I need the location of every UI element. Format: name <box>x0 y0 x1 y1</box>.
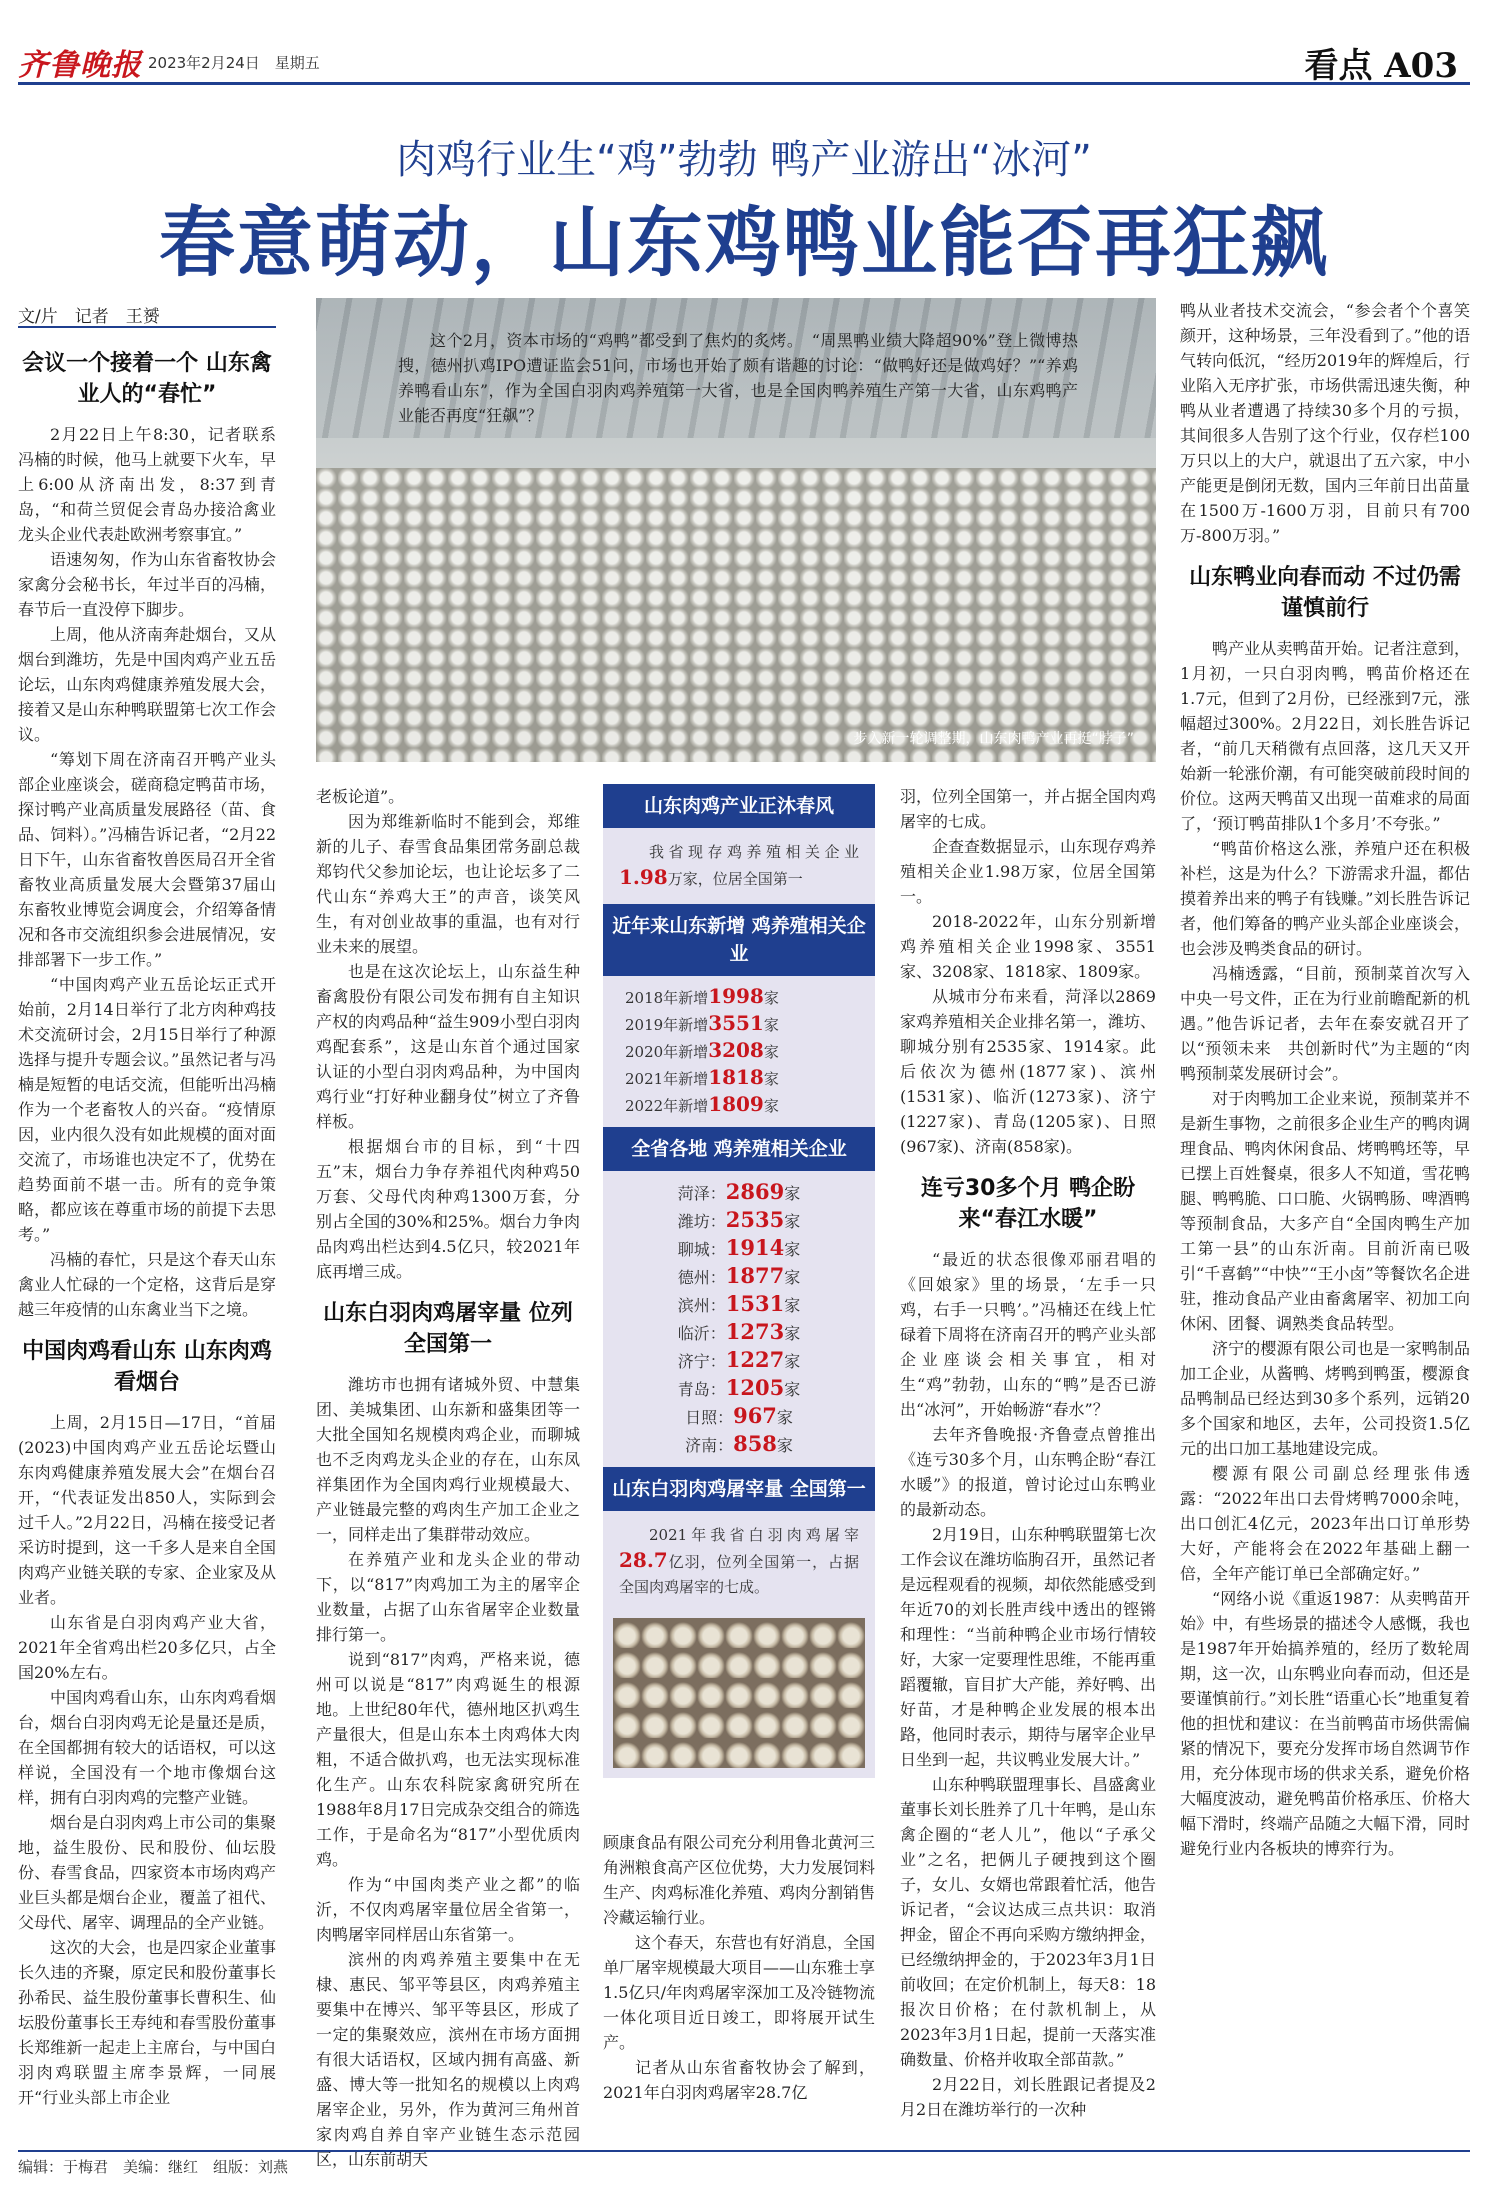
paragraph: 说到“817”肉鸡，严格来说，德州可以说是“817”肉鸡诞生的根源地。上世纪80年代，德州地区扒鸡生产量很大，但是山东本土肉鸡体大肉粗，不适合做扒鸡，也无法实现标准化生产。山东农科院家禽研究所在1988年8月17日完成杂交组合的筛选工作，于是命名为“817”小型优质肉鸡。 <box>316 1650 580 1869</box>
city-stat-row: 日照：967家 <box>685 1403 793 1428</box>
column-1 <box>18 334 276 2110</box>
paragraph: 也是在这次论坛上，山东益生种畜禽股份有限公司发布拥有自主知识产权的肉鸡品种“益生909小型白羽肉鸡配套系”，这是山东首个通过国家认证的小型白羽肉鸡品种，为中国肉鸡行业“打好种业翻身仗”树立了齐鲁样板。 <box>316 962 580 1131</box>
paragraph: 对于肉鸭加工企业来说，预制菜并不是新生事物，之前很多企业生产的鸭肉调理食品、鸭肉休闲食品、烤鸭鸭坯等，早已摆上百姓餐桌，很多人不知道，雪花鸭腿、鸭鸭脆、口口脆、火锅鸭肠、啤酒鸭等预制食品，大多产自“全国肉鸭生产加工第一县”的山东沂南。目前沂南已吸引“千喜鹤”“中快”“王小卤”等餐饮名企进驻，推动食品产业由畜禽屠宰、初加工向休闲、团餐、调熟类食品转型。 <box>1180 1089 1470 1333</box>
sidebar-heading: 山东肉鸡产业正沐春风 <box>603 784 875 828</box>
paragraph: 2月22日，刘长胜跟记者提及2月2日在潍坊举行的一次种 <box>900 2075 1156 2119</box>
paragraph: 语速匆匆，作为山东省畜牧协会家禽分会秘书长，年过半百的冯楠，春节后一直没停下脚步。 <box>18 550 276 619</box>
stat-number: 3551 <box>708 1011 764 1035</box>
sidebar-heading: 全省各地 鸡养殖相关企业 <box>603 1127 875 1171</box>
section-heading: 山东鸭业向春而动 不过仍需谨慎前行 <box>1189 565 1461 621</box>
city-stat-row: 滨州：1531家 <box>677 1291 801 1316</box>
paragraph: “筹划下周在济南召开鸭产业头部企业座谈会，磋商稳定鸭苗市场，探讨鸭产业高质量发展路径（苗、食品、饲料）。”冯楠告诉记者，“2月22日下午，山东省畜牧兽医局召开全省畜牧业高质量发展大会暨第37届山东畜牧业博览会调度会，介绍筹备情况和各市交流组织参会进展情况，安排部署下一步工作。” <box>18 750 276 969</box>
paragraph: 根据烟台市的目标，到“十四五”末，烟台力争存养祖代肉种鸡50万套、父母代肉种鸡1300万套，分别占全国的30%和25%。烟台力争肉品肉鸡出栏达到4.5亿只，较2021年底再增三成。 <box>316 1137 580 1281</box>
paragraph: 2月22日上午8:30，记者联系冯楠的时候，他马上就要下火车，早上6:00从济南出发，8:37到青岛，“和荷兰贸促会青岛办接洽禽业龙头企业代表赴欧洲考察事宜。” <box>18 425 276 544</box>
section-heading: 会议一个接着一个 山东禽业人的“春忙” <box>22 351 272 407</box>
year-stat-row: 2020年新增3208家 <box>625 1038 779 1062</box>
column-2 <box>316 784 580 2172</box>
paragraph: 从城市分布来看，菏泽以2869家鸡养殖相关企业排名第一，潍坊、聊城分别有2535家、1914家。此后依次为德州(1877家)、滨州(1531家)、临沂(1273家)、济宁(1227家)、青岛(1205家)、日照(967家)、济南(858家)。 <box>900 987 1157 1156</box>
year-stat-row: 2021年新增1818家 <box>625 1065 779 1089</box>
city-stat-row: 潍坊：2535家 <box>677 1207 801 1232</box>
article-intro: 这个2月，资本市场的“鸡鸭”都受到了焦灼的炙烤。 “周黑鸭业绩大降超90%”登上微博热搜，德州扒鸡IPO遭证监会51问，市场也开始了颇有谐趣的讨论：“做鸭好还是做鸡好？”“养鸡养鸭看山东”，作为全国白羽肉鸡养殖第一大省，也是全国肉鸭养殖生产第一大省，山东鸡鸭产业能否再度“狂飙”？ <box>398 331 1078 425</box>
duck-flock <box>316 468 1156 762</box>
paragraph: 2018-2022年，山东分别新增鸡养殖相关企业1998家、3551家、3208家、1818家、1809家。 <box>900 912 1156 981</box>
stat-number: 3208 <box>708 1038 764 1062</box>
city-companies <box>603 1171 875 1467</box>
stats-sidebar <box>603 784 875 1778</box>
stat-number: 2869 <box>725 1179 785 1204</box>
paragraph: 滨州的肉鸡养殖主要集中在无棣、惠民、邹平等县区，肉鸡养殖主要集中在博兴、邹平等县区，形成了一定的集聚效应，滨州在市场方面拥有很大话语权，区域内拥有高盛、新盛、博大等一批知名的规模以上肉鸡屠宰企业，另外，作为黄河三角州首家肉鸡自养自宰产业链生态示范园区，山东前胡天 <box>316 1950 580 2169</box>
yearly-new-companies <box>603 976 875 1127</box>
paragraph: 中国肉鸡看山东，山东肉鸡看烟台，烟台白羽肉鸡无论是量还是质，在全国都拥有较大的话语权，可以这样说，全国没有一个地市像烟台这样，拥有白羽肉鸡的完整产业链。 <box>18 1688 276 1807</box>
paragraph: 老板论道”。 <box>316 787 405 806</box>
paragraph: 山东省是白羽肉鸡产业大省，2021年全省鸡出栏20多亿只，占全国20%左右。 <box>18 1613 276 1682</box>
stat-number: 1914 <box>725 1235 785 1260</box>
column-3-bottom <box>603 1830 875 2105</box>
section-heading: 山东白羽肉鸡屠宰量 位列全国第一 <box>323 1301 573 1357</box>
issue-date: 2023年2月24日 星期五 <box>148 54 320 72</box>
stat-number: 1531 <box>725 1291 785 1316</box>
byline: 文/片 记者 王赟 <box>18 307 160 327</box>
paragraph: 因为郑维新临时不能到会，郑维新的儿子、春雪食品集团常务副总裁郑钧代父参加论坛，也让论坛多了二代山东“养鸡大王”的声音，谈笑风生，有对创业故事的重温，也有对行业未来的展望。 <box>316 812 580 956</box>
paragraph: 山东种鸭联盟理事长、昌盛禽业董事长刘长胜养了几十年鸭，是山东禽企圈的“老人儿”，他以“子承父业”之名，把俩儿子硬拽到这个圈子，女儿、女婿也常跟着忙活，他告诉记者，“会议达成三点共识：取消押金，留企不再向采购方缴纳押金，已经缴纳押金的，于2023年3月1日前收回；在定价机制上，每天8：18报次日价格；在付款机制上，从2023年3月1日起，提前一天落实准确数量、价格并收取全部苗款。” <box>900 1775 1157 2069</box>
duck-farm-photo <box>316 298 1156 762</box>
stat-number: 1205 <box>725 1375 785 1400</box>
city-stat-row: 济宁：1227家 <box>677 1347 801 1372</box>
paragraph: 冯楠透露，“目前，预制菜首次写入中央一号文件，正在为行业前瞻配新的机遇。”他告诉记者，去年在泰安就召开了以“预领未来 共创新时代”为主题的“肉鸭预制菜发展研讨会”。 <box>1180 964 1470 1083</box>
paragraph: “网络小说《重返1987：从卖鸭苗开始》中，有些场景的描述令人感慨，我也是1987年开始搞养殖的，经历了数轮周期，这一次，山东鸭业向春而动，但还是要谨慎前行。”刘长胜“语重心长”地重复着他的担忧和建议：在当前鸭苗市场供需偏紧的情况下，要充分发挥市场自然调节作用，充分体现市场的供求关系，避免价格大幅度波动，避免鸭苗价格承压、价格大幅下滑时，终端产品随之大幅下滑，同时避免行业内各板块的博弈行为。 <box>1180 1589 1470 1858</box>
stat-number: 1998 <box>708 984 764 1008</box>
paragraph: 樱源有限公司副总经理张伟透露：“2022年出口去骨烤鸭7000余吨，出口创汇4亿元，2023年出口订单形势大好，产能将会在2022年基础上翻一倍，全年产能订单已全部确定好。” <box>1180 1464 1470 1583</box>
paragraph: 作为“中国肉类产业之都”的临沂，不仅肉鸡屠宰量位居全省第一，肉鸭屠宰同样居山东省第一。 <box>316 1875 580 1944</box>
section-heading: 连亏30多个月 鸭企盼来“春江水暖” <box>920 1176 1136 1232</box>
paragraph: 冯楠的春忙，只是这个春天山东禽业人忙碌的一个定格，这背后是穿越三年疫情的山东禽业当下之境。 <box>18 1250 276 1319</box>
paragraph: 在养殖产业和龙头企业的带动下，以“817”肉鸡加工为主的屠宰企业数量，占据了山东省屠宰企业数量排行第一。 <box>316 1550 580 1644</box>
article-subtitle: 肉鸡行业生“鸡”勃勃 鸭产业游出“冰河” <box>396 137 1092 183</box>
paragraph: 上周，他从济南奔赴烟台，又从烟台到潍坊，先是中国肉鸡产业五岳论坛，山东肉鸡健康养殖发展大会，接着又是山东种鸭联盟第七次工作会议。 <box>18 625 276 744</box>
paragraph: 去年齐鲁晚报·齐鲁壹点曾推出《连亏30多个月，山东鸭企盼“春江水暖”》的报道，曾讨论过山东鸭业的最新动态。 <box>900 1425 1156 1519</box>
paragraph: 烟台是白羽肉鸡上市公司的集聚地，益生股份、民和股份、仙坛股份、春雪食品，四家资本市场肉鸡产业巨头都是烟台企业，覆盖了祖代、父母代、屠宰、调理品的全产业链。 <box>18 1813 276 1932</box>
sidebar-text: 2021年我省白羽肉鸡屠宰28.7亿羽，位列全国第一，占据全国肉鸡屠宰的七成。 <box>619 1526 859 1596</box>
paragraph: 这次的大会，也是四家企业董事长久违的齐聚，原定民和股份董事长孙希民、益生股份董事长曹积生、仙坛股份董事长王寿纯和春雪股份董事长郑维新一起走上主席台，与中国白羽肉鸡联盟主席李景辉，一同展开“行业头部上市企业 <box>18 1938 276 2107</box>
paragraph: “最近的状态很像邓丽君唱的《回娘家》里的场景，‘左手一只鸡，右手一只鸭’。”冯楠还在线上忙碌着下周将在济南召开的鸭产业头部企业座谈会相关事宜，相对生“鸡”勃勃，山东的“鸭”是否已游出“冰河”，开始畅游“春水”？ <box>900 1250 1157 1419</box>
stat-number: 1809 <box>708 1092 764 1116</box>
column-5 <box>1180 298 1470 1861</box>
section-heading: 中国肉鸡看山东 山东肉鸡看烟台 <box>22 1339 272 1395</box>
highlight-number: 1.98 <box>619 865 668 889</box>
stat-number: 1818 <box>708 1065 764 1089</box>
paragraph: 潍坊市也拥有诸城外贸、中慧集团、美城集团、山东新和盛集团等一大批全国知名规模肉鸡企业，而聊城也不乏肉鸡龙头企业的存在，山东凤祥集团作为全国肉鸡行业规模最大、产业链最完整的鸡肉生产加工企业之一，同样走出了集群带动效应。 <box>316 1375 580 1544</box>
year-stat-row: 2018年新增1998家 <box>625 984 779 1008</box>
footer-divider <box>18 2150 1470 2152</box>
paragraph: 鸭从业者技术交流会，“参会者个个喜笑颜开，这种场景，三年没看到了。”他的语气转向低沉，“经历2019年的辉煌后，行业陷入无序扩张，市场供需迅速失衡，种鸭从业者遭遇了持续30多个月的亏损，其间很多人告别了这个行业，仅存栏100万只以上的大户，就退出了五六家，中小产能更是倒闭无数，国内三年前日出苗量在1500万-1600万羽，目前只有700万-800万羽。” <box>1180 301 1470 545</box>
paragraph: 上周，2月15日—17日，“首届(2023)中国肉鸡产业五岳论坛暨山东肉鸡健康养殖发展大会”在烟台召开，“代表证发出850人，实际到会过千人。”2月22日，冯楠在接受记者采访时提到，这一千多人是来自全国肉鸡产业链关联的专家、企业家及从业者。 <box>18 1413 276 1607</box>
city-stat-row: 德州：1877家 <box>677 1263 801 1288</box>
paragraph: 这个春天，东营也有好消息，全国单厂屠宰规模最大项目——山东雅士享1.5亿只/年肉鸡屠宰深加工及冷链物流一体化项目近日竣工，即将展开试生产。 <box>603 1933 876 2052</box>
paragraph: 鸭产业从卖鸭苗开始。记者注意到，1月初，一只白羽肉鸭，鸭苗价格还在1.7元，但到了2月份，已经涨到7元，涨幅超过300%。2月22日，刘长胜告诉记者，“前几天稍微有点回落，这几天又开始新一轮涨价潮，有可能突破前段时间的价位。这两天鸭苗又出现一苗难求的局面了，‘预订鸭苗排队1个多月’不夸张。” <box>1180 639 1470 833</box>
paragraph: “鸭苗价格这么涨，养殖户还在积极补栏，这是为什么？下游需求升温，都估摸着养出来的鸭子有钱赚。”刘长胜告诉记者，他们筹备的鸭产业头部企业座谈会，也会涉及鸭类食品的研讨。 <box>1180 839 1470 958</box>
year-stat-row: 2019年新增3551家 <box>625 1011 779 1035</box>
photo-caption: 步入新一轮调整期，山东肉鸭产业再挺“脖子” <box>853 731 1134 747</box>
paragraph: 2月19日，山东种鸭联盟第七次工作会议在潍坊临朐召开，虽然记者是远程观看的视频，却依然能感受到年近70的刘长胜声线中透出的铿锵和理性：“当前种鸭企业市场行情较好，大家一定要理性思维，不能再重蹈覆辙，盲目扩大产能，养好鸭、出好苗，才是种鸭企业发展的根本出路，他同时表示，期待与屠宰企业早日坐到一起，共议鸭业发展大计。” <box>900 1525 1157 1769</box>
editor-credits: 编辑：于梅君 美编：继红 组版：刘燕 <box>18 2158 289 2176</box>
stat-number: 858 <box>733 1431 777 1456</box>
highlight-number: 28.7 <box>619 1548 668 1572</box>
chicken-photo <box>613 1618 865 1768</box>
paragraph: 顾康食品有限公司充分利用鲁北黄河三角洲粮食高产区位优势，大力发展饲料生产、肉鸡标准化养殖、鸡肉分割销售冷藏运输行业。 <box>603 1833 876 1927</box>
stat-number: 2535 <box>725 1207 785 1232</box>
article-title: 春意萌动，山东鸡鸭业能否再狂飙 <box>159 198 1329 287</box>
paragraph: “中国肉鸡产业五岳论坛正式开始前，2月14日举行了北方肉种鸡技术交流研讨会，2月15日举行了种源选择与提升专题会议。”虽然记者与冯楠是短暂的电话交流，但能听出冯楠作为一个老畜牧人的兴奋。“疫情原因，业内很久没有如此规模的面对面交流了，市场谁也决定不了，优势在趋势面前不堪一击。所有的竞争策略，都应该在尊重市场的前提下去思考。” <box>18 975 276 1244</box>
city-stat-row: 青岛：1205家 <box>677 1375 801 1400</box>
city-stat-row: 济南：858家 <box>685 1431 793 1456</box>
sidebar-text: 我省现存鸡养殖相关企业1.98万家，位居全国第一 <box>619 843 859 889</box>
byline-divider <box>18 326 276 328</box>
city-stat-row: 聊城：1914家 <box>677 1235 801 1260</box>
paragraph: 济宁的樱源有限公司也是一家鸭制品加工企业，从酱鸭、烤鸭到鸭蛋，樱源食品鸭制品已经达到30多个系列，远销20多个国家和地区，去年，公司投资1.5亿元的出口加工基地建设完成。 <box>1180 1339 1470 1458</box>
sidebar-heading: 近年来山东新增 鸡养殖相关企业 <box>603 904 875 976</box>
city-stat-row: 菏泽：2869家 <box>677 1179 801 1204</box>
paragraph: 记者从山东省畜牧协会了解到，2021年白羽肉鸡屠宰28.7亿 <box>603 2058 875 2102</box>
paragraph: 企查查数据显示，山东现存鸡养殖相关企业1.98万家，位居全国第一。 <box>900 837 1157 906</box>
masthead: 齐鲁晚报 <box>18 48 142 83</box>
stat-number: 1273 <box>725 1319 785 1344</box>
column-4 <box>900 784 1156 2122</box>
city-stat-row: 临沂：1273家 <box>677 1319 801 1344</box>
year-stat-row: 2022年新增1809家 <box>625 1092 779 1116</box>
header-divider <box>18 82 1470 85</box>
stat-number: 1877 <box>725 1263 785 1288</box>
stat-number: 1227 <box>725 1347 785 1372</box>
paragraph: 羽，位列全国第一，并占据全国肉鸡屠宰的七成。 <box>900 787 1157 831</box>
sidebar-heading: 山东白羽肉鸡屠宰量 全国第一 <box>603 1467 875 1511</box>
stat-number: 967 <box>733 1403 777 1428</box>
page-section: 看点 A03 <box>1304 46 1458 86</box>
